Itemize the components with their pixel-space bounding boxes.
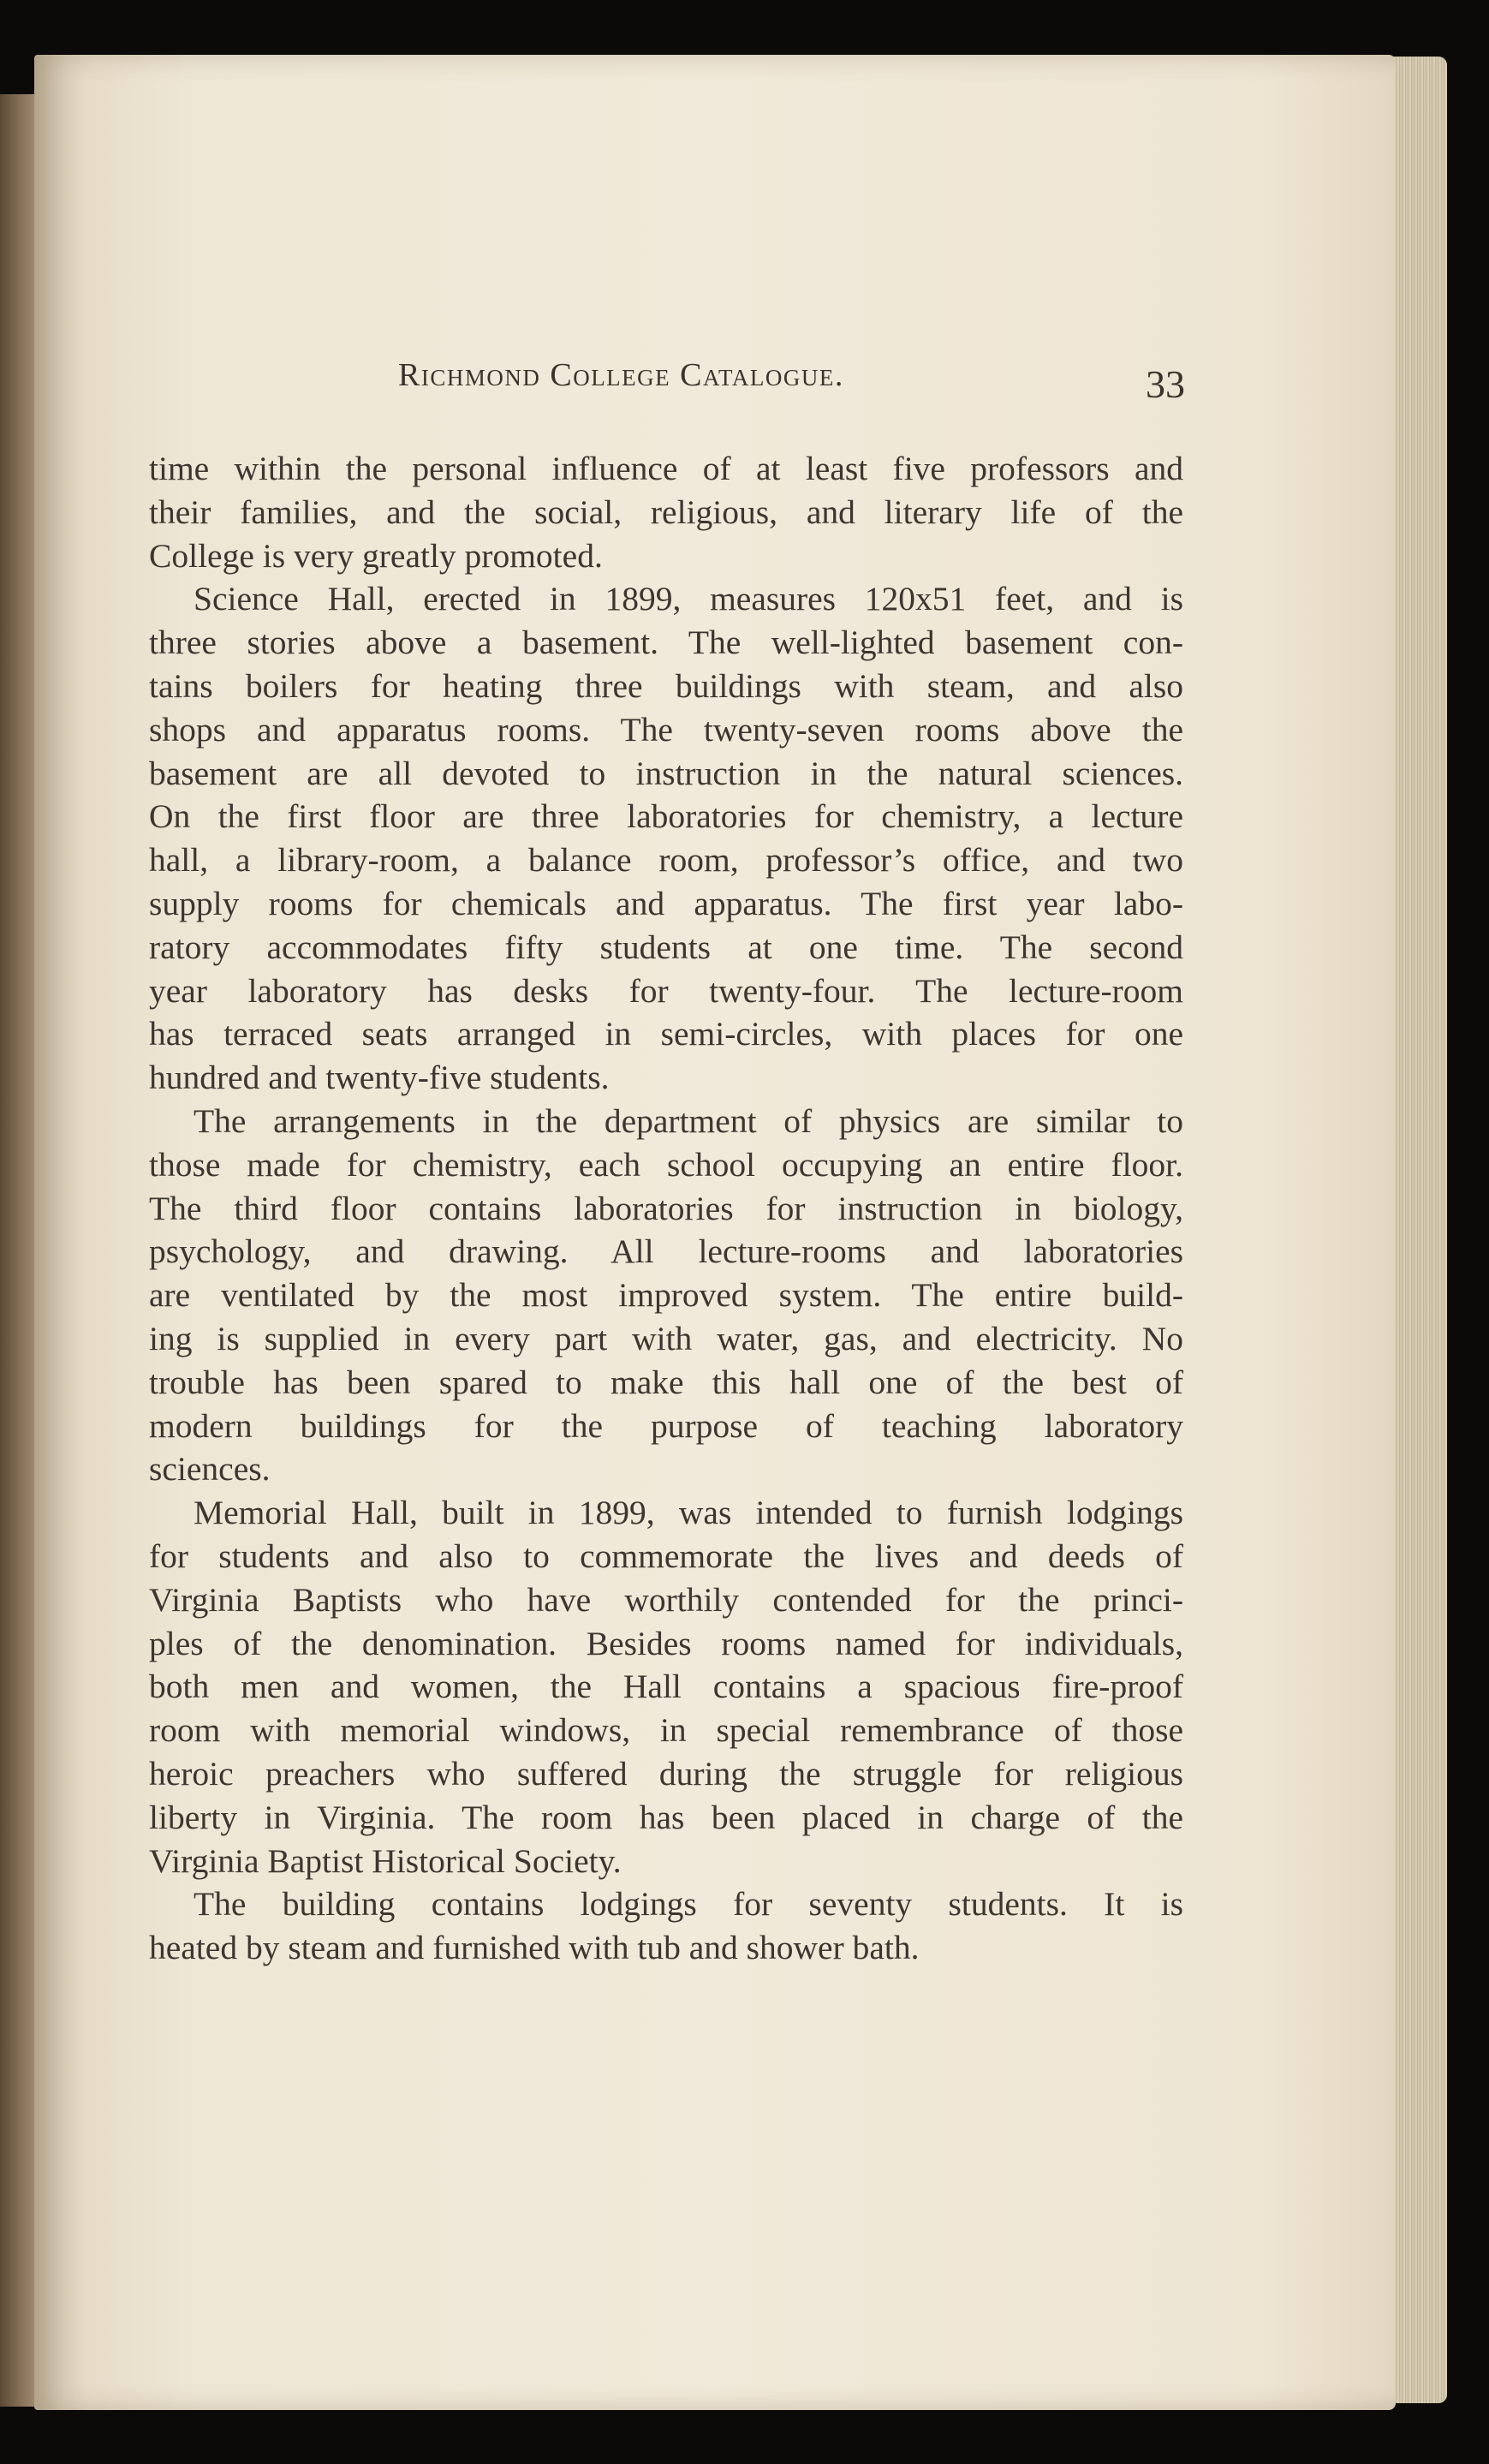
text-line: shops and apparatus rooms. The twenty-seven rooms above the [149, 710, 1183, 749]
text-line: their families, and the social, religious, and literary life of the [149, 492, 1183, 531]
text-line: ples of the denomination. Besides rooms named for individuals, [149, 1624, 1183, 1662]
text-line: heated by steam and furnished with tub and shower bath. [149, 1929, 920, 1967]
text-line: tains boilers for heating three buildings with steam, and also [149, 666, 1183, 705]
text-line: Science Hall, erected in 1899, measures 120x51 feet, and is [194, 580, 1183, 618]
text-line: three stories above a basement. The well-lighted basement con- [149, 623, 1183, 662]
text-line: The arrangements in the department of physics are similar to [194, 1101, 1183, 1140]
text-line: for students and also to commemorate the lives and deeds of [149, 1536, 1183, 1575]
text-line: trouble has been spared to make this hall one of the best of [149, 1363, 1183, 1401]
text-line: modern buildings for the purpose of teaching laboratory [149, 1406, 1183, 1445]
book-page [34, 55, 1396, 2410]
text-line: hundred and twenty-five students. [149, 1059, 610, 1097]
text-line: time within the personal influence of at least five professors and [149, 450, 1183, 487]
text-line: ing is supplied in every part with water, gas, and electricity. No [149, 1319, 1183, 1357]
text-line: Memorial Hall, built in 1899, was intended to furnish lodgings [194, 1494, 1183, 1532]
text-line: The building contains lodgings for seventy students. It is [194, 1885, 1183, 1924]
text-line: Virginia Baptists who have worthily contended for the princi- [149, 1580, 1183, 1619]
body-text [149, 447, 1183, 1970]
text-line: psychology, and drawing. All lecture-rooms and laboratories [149, 1232, 1183, 1271]
text-line: sciences. [149, 1450, 271, 1489]
text-line: hall, a library-room, a balance room, professor’s office, and two [149, 841, 1183, 880]
running-head: Richmond College Catalogue. [398, 357, 844, 393]
text-line: liberty in Virginia. The room has been placed in charge of the [149, 1798, 1183, 1836]
text-line: basement are all devoted to instruction in the natural sciences. [149, 754, 1183, 792]
text-line: year laboratory has desks for twenty-four. The lecture-room [149, 971, 1183, 1010]
text-line: both men and women, the Hall contains a spacious fire-proof [149, 1668, 1183, 1706]
text-line: has terraced seats arranged in semi-circles, with places for one [149, 1015, 1183, 1053]
text-line: On the first floor are three laboratories for chemistry, a lecture [149, 797, 1183, 836]
text-line: Virginia Baptist Historical Society. [149, 1841, 622, 1880]
text-line: ratory accommodates fifty students at one time. The second [149, 928, 1183, 966]
text-line: The third floor contains laboratories for instruction in biology, [149, 1189, 1183, 1227]
text-line: heroic preachers who suffered during the struggle for religious [149, 1754, 1183, 1793]
page-number: 33 [1146, 362, 1185, 406]
text-line: room with memorial windows, in special remembrance of those [149, 1711, 1183, 1750]
text-line: are ventilated by the most improved system. The entire build- [149, 1276, 1183, 1315]
text-line: those made for chemistry, each school occupying an entire floor. [149, 1145, 1183, 1184]
text-line: supply rooms for chemicals and apparatus. The first year labo- [149, 884, 1183, 922]
text-line: College is very greatly promoted. [149, 536, 603, 575]
